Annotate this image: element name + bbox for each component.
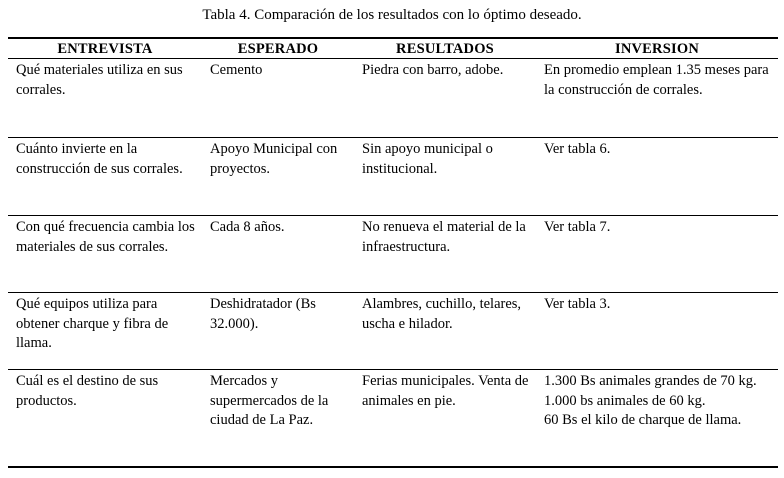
cell-esperado: Mercados y supermercados de la ciudad de La Paz. <box>202 370 354 468</box>
cell-entrevista: Cuánto invierte en la construcción de sus corrales. <box>8 138 202 216</box>
inversion-line: 60 Bs el kilo de charque de llama. <box>544 412 742 428</box>
inversion-line: Ver tabla 6. <box>544 141 611 157</box>
cell-inversion <box>536 216 778 293</box>
cell-esperado: Cada 8 años. <box>202 216 354 293</box>
cell-resultados: Sin apoyo municipal o institucional. <box>354 138 536 216</box>
cell-resultados: Alambres, cuchillo, telares, uscha e hilador. <box>354 293 536 370</box>
cell-esperado: Apoyo Municipal con proyectos. <box>202 138 354 216</box>
inversion-line: 1.000 bs animales de 60 kg. <box>544 392 706 409</box>
table-header-row <box>8 38 778 59</box>
cell-entrevista: Con qué frecuencia cambia los materiales de sus corrales. <box>8 216 202 293</box>
cell-inversion <box>536 138 778 216</box>
comparison-table <box>8 37 778 468</box>
table-row <box>8 216 778 293</box>
cell-resultados: Ferias municipales. Venta de animales en pie. <box>354 370 536 468</box>
header-inversion: INVERSION <box>536 38 778 59</box>
cell-resultados: Piedra con barro, adobe. <box>354 59 536 138</box>
cell-inversion <box>536 59 778 138</box>
header-entrevista: ENTREVISTA <box>8 38 202 59</box>
cell-esperado: Cemento <box>202 59 354 138</box>
cell-inversion <box>536 370 778 468</box>
table-caption: Tabla 4. Comparación de los resultados con lo óptimo deseado. <box>202 7 582 23</box>
header-esperado: ESPERADO <box>202 38 354 59</box>
inversion-line: Ver tabla 3. <box>544 296 611 312</box>
cell-resultados: No renueva el material de la infraestructura. <box>354 216 536 293</box>
cell-entrevista: Qué materiales utiliza en sus corrales. <box>8 59 202 138</box>
header-resultados: RESULTADOS <box>354 38 536 59</box>
inversion-line: En promedio emplean 1.35 meses para la construcción de corrales. <box>544 62 769 98</box>
cell-inversion <box>536 293 778 370</box>
table-row <box>8 293 778 370</box>
cell-entrevista: Qué equipos utiliza para obtener charque y fibra de llama. <box>8 293 202 370</box>
table-row <box>8 59 778 138</box>
inversion-line: Ver tabla 7. <box>544 219 611 235</box>
table-row <box>8 138 778 216</box>
cell-entrevista: Cuál es el destino de sus productos. <box>8 370 202 468</box>
table-row <box>8 370 778 468</box>
cell-esperado: Deshidratador (Bs 32.000). <box>202 293 354 370</box>
inversion-line: 1.300 Bs animales grandes de 70 kg. <box>544 373 757 389</box>
